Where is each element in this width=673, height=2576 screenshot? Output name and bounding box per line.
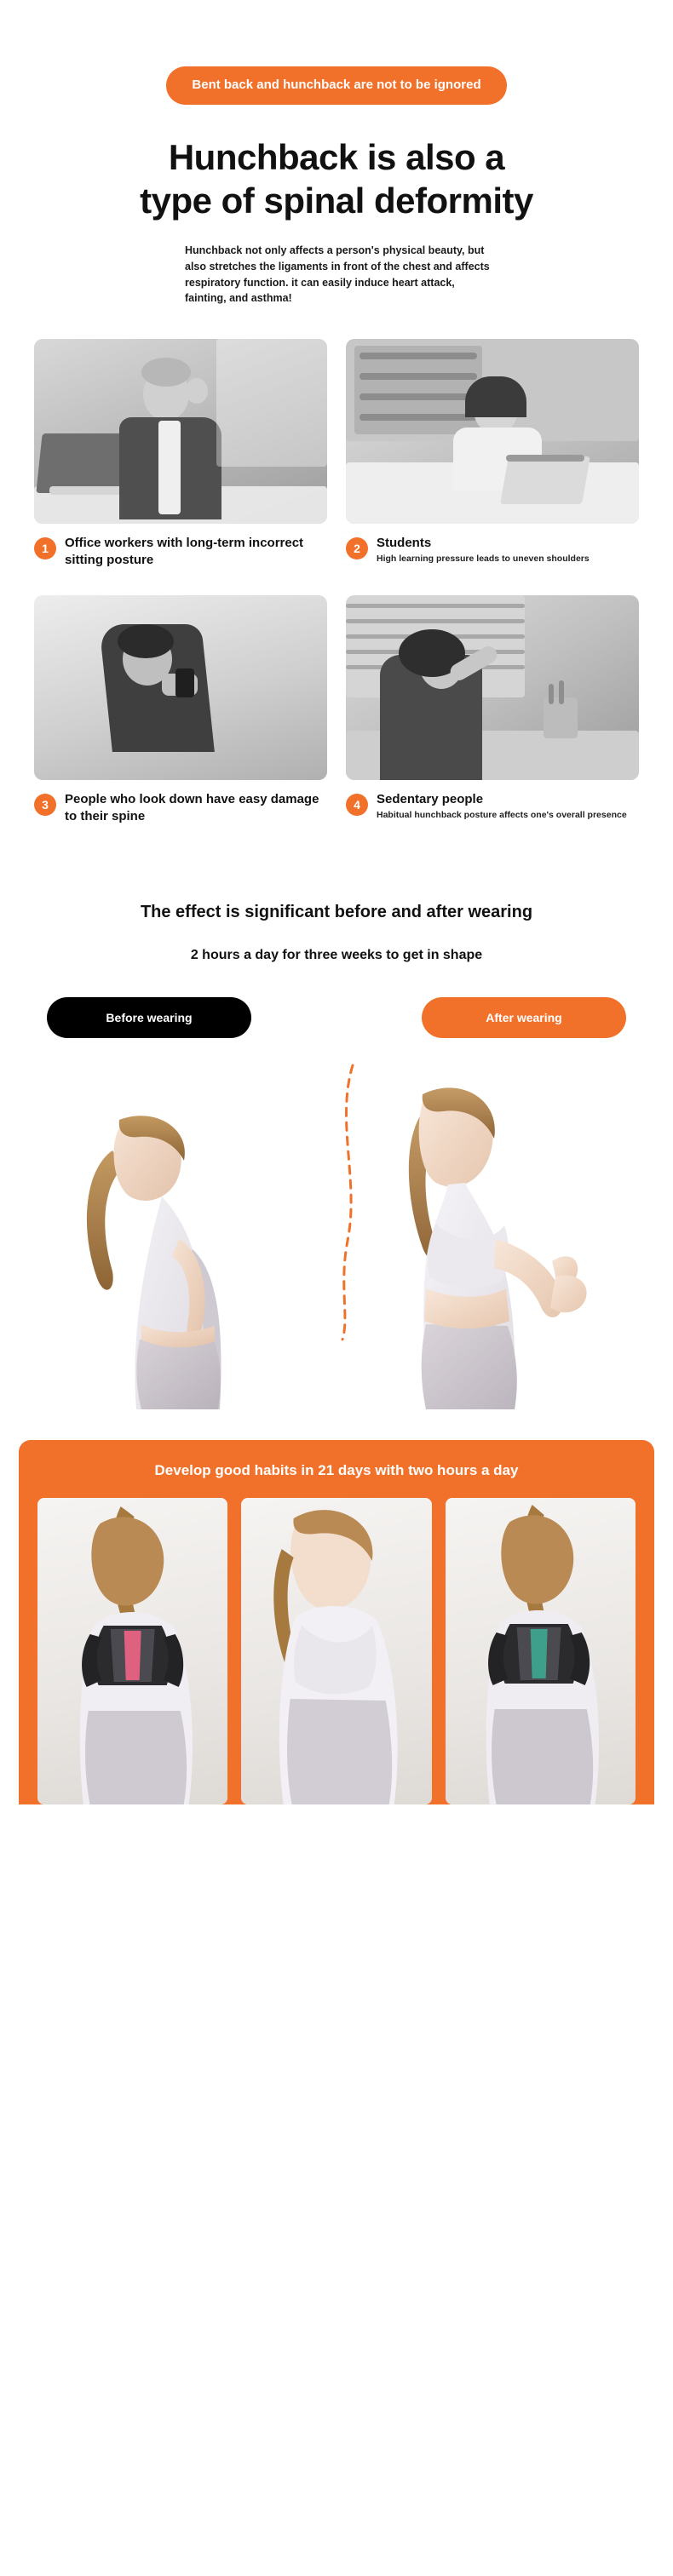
case-photo-3 — [34, 595, 327, 780]
case-photo-2 — [346, 339, 639, 524]
case-caption-3 — [34, 790, 327, 836]
case-caption-2 — [346, 534, 639, 580]
case-card-3 — [34, 595, 327, 836]
case-title-2: Students — [377, 536, 432, 551]
case-number-4: 4 — [346, 794, 368, 816]
product-photo-back-view-2 — [446, 1498, 636, 1804]
effect-subheading: 2 hours a day for three weeks to get in shape — [190, 948, 483, 963]
photo-before-wearing — [34, 1069, 324, 1409]
banner-row — [0, 0, 673, 105]
page-title — [0, 135, 673, 222]
effect-heading: The effect is significant before and after wearing — [140, 903, 533, 922]
case-card-1 — [34, 339, 327, 580]
case-card-2 — [346, 339, 639, 580]
top-banner-pill: Bent back and hunchback are not to be ignored — [166, 66, 506, 105]
habits-photo-row — [37, 1498, 636, 1804]
case-number-3: 3 — [34, 794, 56, 816]
comparison-badges — [47, 997, 626, 1038]
case-caption-4 — [346, 790, 639, 836]
product-photo-front-view — [241, 1498, 431, 1804]
case-title-1: Office workers with long-term incorrect sitting posture — [65, 536, 304, 567]
page-title-line-1: Hunchback is also a — [168, 136, 505, 177]
case-title-3: People who look down have easy damage to their spine — [65, 792, 319, 823]
case-photo-1 — [34, 339, 327, 524]
posture-curve-indicator — [331, 1062, 365, 1343]
cases-grid — [34, 339, 639, 836]
badge-after-wearing: After wearing — [422, 997, 626, 1038]
product-photo-back-view — [37, 1498, 227, 1804]
photo-after-wearing — [377, 1069, 658, 1409]
case-subtitle-2: High learning pressure leads to uneven shoulders — [377, 553, 590, 564]
case-subtitle-4: Habitual hunchback posture affects one's overall presence — [377, 809, 627, 820]
before-after-comparison — [0, 1053, 673, 1409]
case-caption-1 — [34, 534, 327, 580]
case-title-4: Sedentary people — [377, 792, 484, 807]
case-photo-4 — [346, 595, 639, 780]
page-title-line-2: type of spinal deformity — [140, 180, 533, 221]
case-number-2: 2 — [346, 537, 368, 559]
habits-card — [19, 1440, 654, 1804]
case-card-4 — [346, 595, 639, 836]
intro-paragraph: Hunchback not only affects a person's physical beauty, but also stretches the ligaments in front of the chest and affects respiratory function. it can easily induce heart attack, fainting, and asthma! — [185, 244, 490, 305]
badge-before-wearing: Before wearing — [47, 997, 251, 1038]
habits-card-title: Develop good habits in 21 days with two hours a day — [154, 1462, 519, 1479]
case-number-1: 1 — [34, 537, 56, 559]
page-footer-space — [0, 1804, 673, 1839]
